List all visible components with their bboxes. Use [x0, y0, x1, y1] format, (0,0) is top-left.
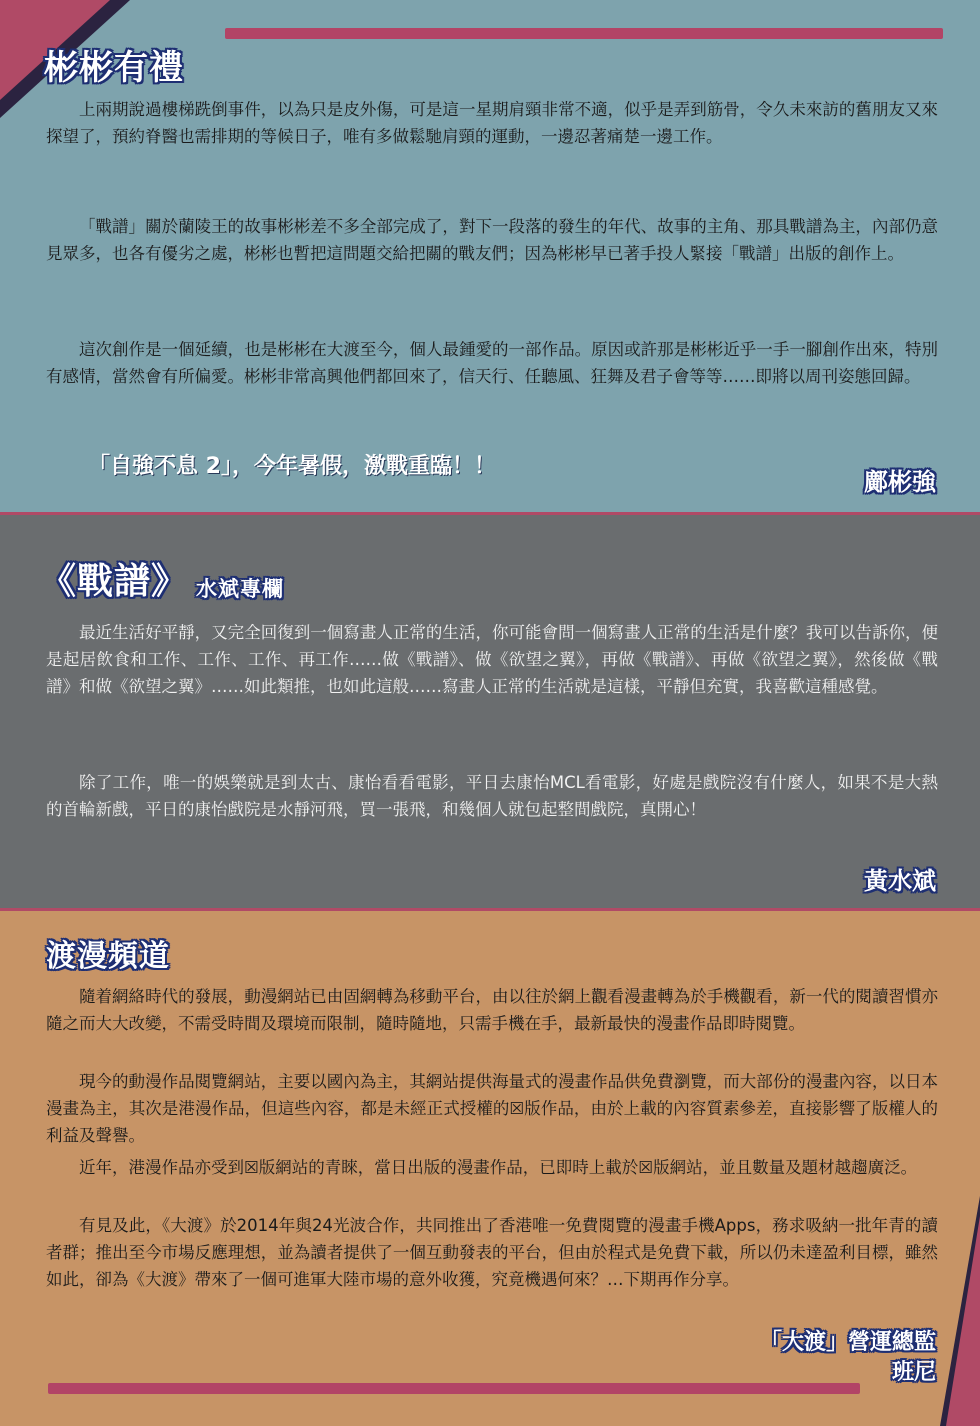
paragraph: 這次創作是一個延續，也是彬彬在大渡至今，個人最鍾愛的一部作品。原因或許那是彬彬近乎一手一腳創作出來，特別有感情，當然會有所偏愛。彬彬非常高興他們都回來了，信天行、任聽風、狂舞及君子會等等……即將以周刊姿態回歸。	[46, 340, 938, 386]
paragraph: 隨着網絡時代的發展，動漫網站已由固網轉為移動平台，由以往於網上觀看漫畫轉為於手機觀看，新一代的閱讀習慣亦隨之而大大改變，不需受時間及環境而限制，隨時隨地，只需手機在手，最新最快的漫畫作品即時閱覽。	[46, 987, 938, 1033]
section-doman-channel	[0, 911, 980, 1426]
section-title: 渡漫頻道	[46, 939, 170, 974]
paragraph: 近年，港漫作品亦受到☒版網站的青睞，當日出版的漫畫作品，已即時上載於☒版網站，並且數量及題材越趨廣泛。	[79, 1158, 918, 1177]
section-zhanpu	[0, 515, 980, 911]
paragraph: 現今的動漫作品閱覽網站，主要以國內為主，其網站提供海量式的漫畫作品供免費瀏覽，而大部份的漫畫內容，以日本漫畫為主，其次是港漫作品，但這些內容，都是未經正式授權的☒版作品，由於上載的內容質素參差，直接影響了版權人的利益及聲譽。	[46, 1072, 938, 1145]
accent-bar-top	[225, 28, 943, 39]
paragraph: 有見及此，《大渡》於2014年與24光波合作，共同推出了香港唯一免費閱覽的漫畫手機Apps，務求吸納一批年青的讀者群；推出至今市場反應理想，並為讀者提供了一個互動發表的平台，但由於程式是免費下載，所以仍未達盈利目標，雖然如此，卻為《大渡》帶來了一個可進軍大陸市場的意外收獲，究竟機遇何來？…下期再作分享。	[46, 1216, 938, 1289]
author-role: 「大渡」營運總監	[759, 1329, 936, 1355]
paragraph: 上兩期說過樓梯跣倒事件，以為只是皮外傷，可是這一星期肩頸非常不適，似乎是弄到筋骨，令久未來訪的舊朋友又來探望了，預約脊醫也需排期的等候日子，唯有多做鬆馳肩頸的運動，一邊忍著痛楚一邊工作。	[46, 100, 938, 146]
accent-bar-bottom	[48, 1383, 860, 1394]
section-title: 《戰譜》	[40, 560, 189, 602]
slogan: 「自強不息 2」，今年暑假，激戰重臨！！	[88, 454, 496, 479]
section-subtitle: 水斌專欄	[196, 576, 284, 601]
author-signature: 鄺彬強	[864, 467, 936, 496]
section-title: 彬彬有禮	[44, 48, 184, 88]
paragraph: 除了工作，唯一的娛樂就是到太古、康怡看看電影，平日去康怡MCL看電影，好處是戲院沒有什麼人，如果不是大熱的首輪新戲，平日的康怡戲院是水靜河飛，買一張飛，和幾個人就包起整間戲院，真開心！	[46, 773, 938, 819]
author-signature: 班尼	[891, 1359, 936, 1385]
paragraph: 最近生活好平靜，又完全回復到一個寫畫人正常的生活，你可能會問一個寫畫人正常的生活是什麼？我可以告訴你，便是起居飲食和工作、工作、工作、再工作……做《戰譜》、做《欲望之翼》，再做《戰譜》、再做《欲望之翼》，然後做《戰譜》和做《欲望之翼》……如此類推，也如此這般……寫畫人正常的生活就是這樣，平靜但充實，我喜歡這種感覺。	[46, 623, 938, 696]
author-signature: 黃水斌	[864, 866, 936, 895]
paragraph: 「戰譜」關於蘭陵王的故事彬彬差不多全部完成了，對下一段落的發生的年代、故事的主角、那具戰譜為主，內部仍意見眾多，也各有優劣之處，彬彬也暫把這問題交給把關的戰友們；因為彬彬早已著手投人緊接「戰譜」出版的創作上。	[46, 217, 938, 263]
section-binbin	[0, 0, 980, 515]
corner-triangle-bottom-right	[940, 1196, 980, 1426]
